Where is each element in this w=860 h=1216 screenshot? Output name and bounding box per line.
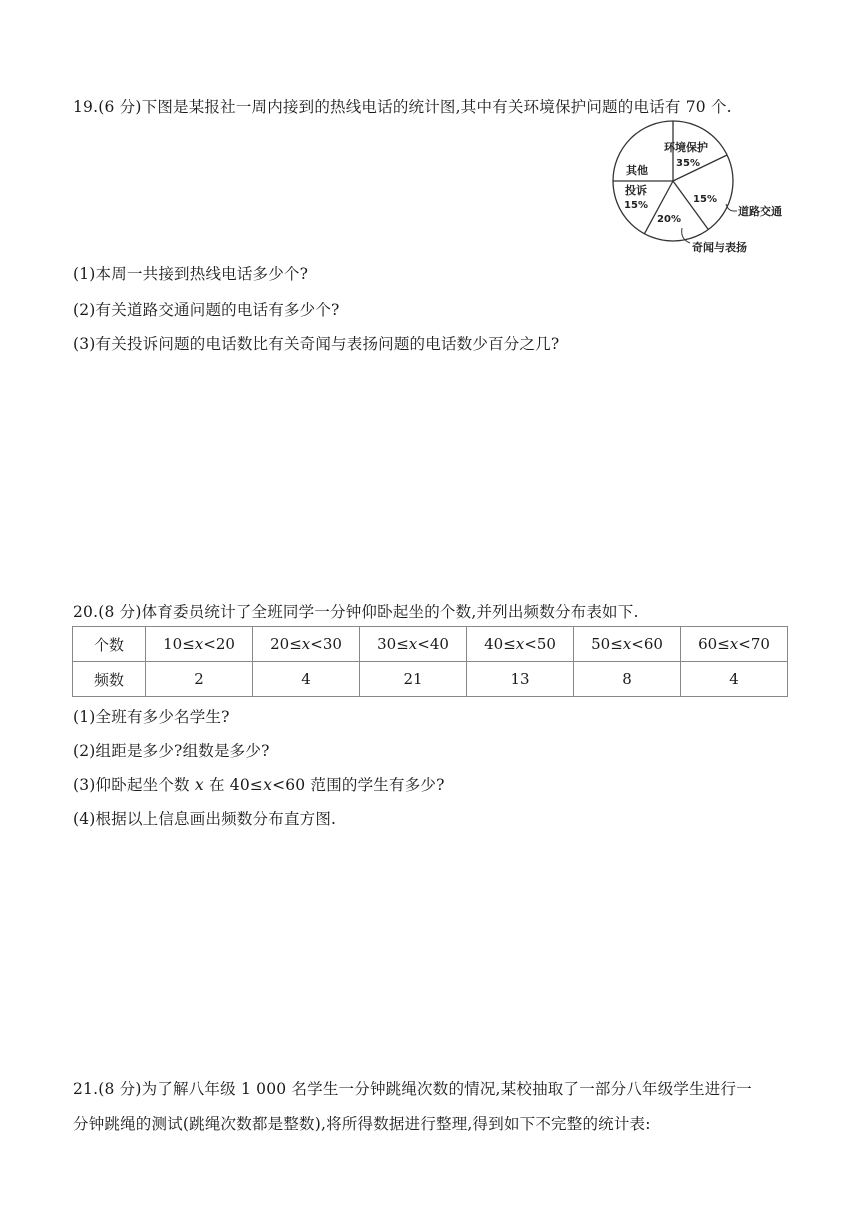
slice-label-other: 其他 <box>626 164 648 177</box>
question-20-sub-2: (2)组距是多少?组数是多少? <box>73 742 270 760</box>
interval-cell: 60≤x<70 <box>681 627 788 662</box>
question-21-stem-line-1: 21.(8 分)为了解八年级 1 000 名学生一分钟跳绳次数的情况,某校抽取了一部分八年级学生进行一 <box>73 1080 752 1098</box>
slice-label-traffic: 道路交通 <box>738 205 782 218</box>
table-row-frequencies <box>73 662 788 697</box>
row-header-frequency: 频数 <box>73 662 146 697</box>
question-19-sub-3: (3)有关投诉问题的电话数比有关奇闻与表扬问题的电话数少百分之几? <box>73 335 560 353</box>
pie-chart <box>608 118 793 258</box>
slice-boundary-4 <box>644 181 673 234</box>
interval-cell: 40≤x<50 <box>467 627 574 662</box>
interval-cell: 30≤x<40 <box>360 627 467 662</box>
slice-pct-complaint: 15% <box>624 200 648 211</box>
frequency-table <box>72 626 788 697</box>
frequency-cell: 13 <box>467 662 574 697</box>
interval-cell: 50≤x<60 <box>574 627 681 662</box>
question-20-sub-3: (3)仰卧起坐个数 x 在 40≤x<60 范围的学生有多少? <box>73 776 445 794</box>
slice-pct-environment: 35% <box>676 158 700 169</box>
question-20-sub-4: (4)根据以上信息画出频数分布直方图. <box>73 810 337 828</box>
frequency-cell: 4 <box>253 662 360 697</box>
frequency-cell: 8 <box>574 662 681 697</box>
slice-label-environment: 环境保护 <box>664 141 708 154</box>
slice-label-novelty: 奇闻与表扬 <box>692 241 747 254</box>
question-21-stem-line-2: 分钟跳绳的测试(跳绳次数都是整数),将所得数据进行整理,得到如下不完整的统计表: <box>73 1115 651 1133</box>
question-19-stem: 19.(6 分)下图是某报社一周内接到的热线电话的统计图,其中有关环境保护问题的电话有 70 个. <box>73 98 732 116</box>
slice-label-complaint: 投诉 <box>625 184 647 197</box>
question-20-sub-1: (1)全班有多少名学生? <box>73 708 230 726</box>
row-header-count: 个数 <box>73 627 146 662</box>
frequency-cell: 21 <box>360 662 467 697</box>
frequency-cell: 4 <box>681 662 788 697</box>
interval-cell: 10≤x<20 <box>146 627 253 662</box>
slice-pct-traffic: 15% <box>693 194 717 205</box>
frequency-cell: 2 <box>146 662 253 697</box>
table-row-intervals <box>73 627 788 662</box>
question-19-sub-1: (1)本周一共接到热线电话多少个? <box>73 265 309 283</box>
slice-pct-novelty: 20% <box>657 214 681 225</box>
question-19-sub-2: (2)有关道路交通问题的电话有多少个? <box>73 301 340 319</box>
interval-cell: 20≤x<30 <box>253 627 360 662</box>
question-20-stem: 20.(8 分)体育委员统计了全班同学一分钟仰卧起坐的个数,并列出频数分布表如下. <box>73 603 639 621</box>
